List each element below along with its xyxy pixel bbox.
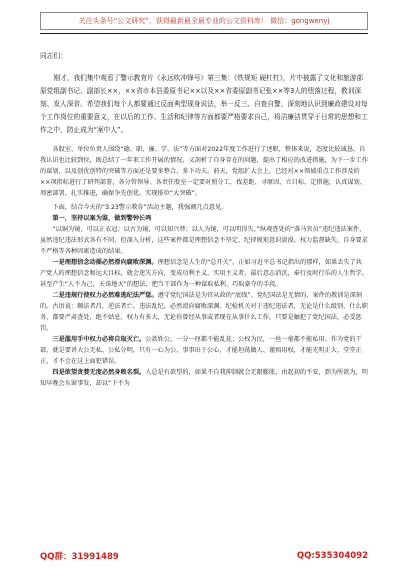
point-heading: 四是欲望贪婪无度必然身败名裂。 (52, 369, 146, 376)
paragraph (40, 257, 368, 290)
paragraph: 各股室、单位负责人围绕“德、职、廉、学、法”等方面对2022年度工作进行了述职，整体来说，态度比较诚恳，自我认识也比较到位，既总结了一年来工作开展的情况，又剖析了自身存在的问题，提出了相应的改进措施，为下一步工作的谋划，以及创优创特的突破等方面还是要多整合，多下功夫。前天，党组扩大会上，已经对××领域重点工作涉及的××项指标进行了研判部署，各分管领导、各责任股室一定要对照分工，找差距、寻原因、立目标、定措施，认真谋划、周密部署、扎实推进，确保争先创优，实现排位“大突破”。 (40, 146, 368, 197)
document-body (40, 50, 368, 540)
paragraph (40, 334, 368, 367)
paragraph (40, 290, 368, 334)
point-text: 公款姓公，一分一厘都不能乱花；公权为民，一丝一毫都不能私用。作为党的干部，就是要讲大公无私、公私分明，只有一心为公、事事出于公心，才能坦荡做人、谨慎用权，才能光明正大、堂堂正正，才不会在这上面犯错误。 (40, 336, 362, 365)
promo-banner (40, 12, 368, 30)
salutation: 同志们： (40, 52, 67, 60)
qq-group-text: QQ群：31991489 (40, 552, 119, 562)
paragraph-gap (40, 137, 368, 144)
contact-footer (40, 545, 368, 567)
header-divider (40, 33, 368, 34)
point-heading: 二是违规行使权力必然难逃纪法严惩。 (52, 292, 158, 299)
banner-text: 关注头条号“公文研究”，获得最新最全最专业的公文资料库！ 微信：gongwenyj (78, 17, 330, 25)
point-heading: 一是理想信念动摇必然滑向腐败深渊。 (52, 259, 158, 266)
point-text: 遵守党纪国法是为官从政的“底线”。党纪国法是无情的，案件的教训是深刻的。古语说：顺法者昌，逆法者亡。违法乱纪，必然滑向腐败深渊。纪检机关对于违纪违法者，无论是什么级别、什么职务，都要严肃查处，绝不姑息。权力有多大，无论你曾经从事或者现在从事什么工作，只要是触犯了党纪国法，必受惩罚。 (40, 292, 368, 332)
qq-contact-text: QQ:535304092 (296, 551, 368, 561)
point-text: 人总是有欲望的，如果不自我抑制就会无限膨胀，由起初的不安，到为所欲为，明知早晚会东窗事发，却以“下不为 (40, 369, 368, 387)
section-heading: 第一，坚持以案为鉴，做到警钟长鸣 (52, 215, 152, 222)
paragraph: 下面，结合今天的“3.23警示教育”活动主题，我强调几点意见。 (52, 204, 228, 211)
point-text: 理想信念是人生的“总开关”，正如习近平总书记指出的那样，如果丢失了共产党人的理想信念和远大目标，就会迷失方向，变成功利主义、实用主义者，最后意志消沉，奉行及时行乐的人生哲学，甚至产生“人不为己，天诛地灭”的想法，把当干部作为一种谋取私利、巧取豪夺的手段。 (40, 259, 368, 288)
paragraph: 刚才，我们集中观看了警示教育片《永远吹冲锋号》第三集：《铁规矩 硬杠杠》，片中披露了文化和旅游部原党组副书记、副部长××，××省市本县委原书记××以及××省委原副书记张××等3人的堕落过程，教训深刻、发人深省。希望我们每个人都要通过反面典型现身说法，举一反三、自查自警，深刻地认识到廉政建设对每个工作岗位的重要意义，在以后的工作、生活和纪律等方面都要严格要求自己，将洁廉洁贯穿于日常的思想和工作之中，防止成为“案中人”。 (40, 74, 368, 134)
paragraph: “以铜为镜，可以正衣冠；以古为镜，可以知兴替；以人为镜，可以明得失。”纵观查处的“落马官员”违纪违法案件，虽然违纪违法形式各有不同，但深入分析，这些案件都是理想信念不坚定、纪律规矩意识淡漠、权力监督缺失，自身要求不严格等各种因素造成的结果。 (40, 226, 368, 255)
point-heading: 三是滥用手中权力必将自取灭亡。 (52, 336, 146, 343)
paragraph (40, 367, 368, 389)
